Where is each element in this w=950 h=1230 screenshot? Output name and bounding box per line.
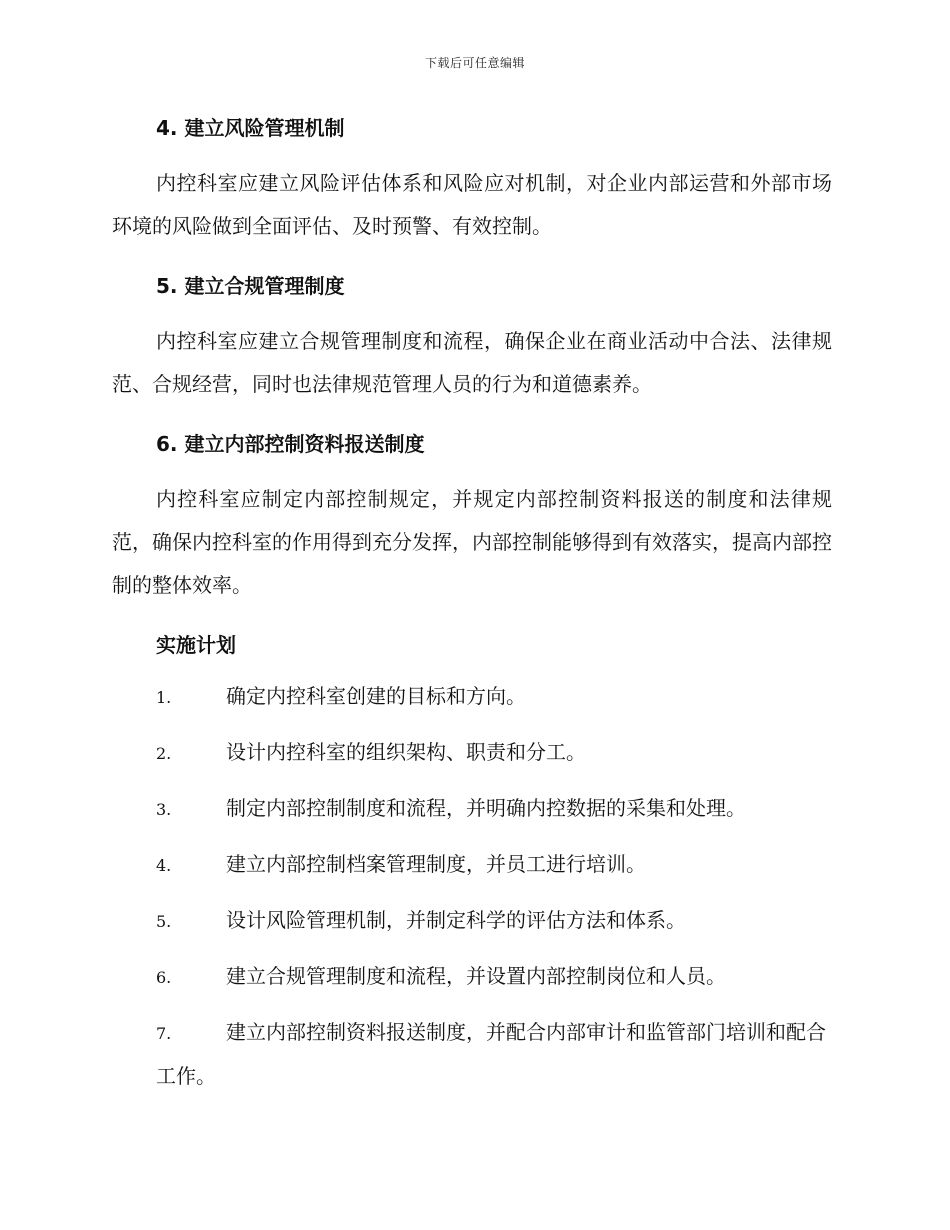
section-heading-4: 4. 建立风险管理机制 <box>156 116 345 140</box>
plan-heading: 实施计划 <box>156 633 236 657</box>
document-body <box>112 106 832 1098</box>
plan-item-text: 确定内控科室创建的目标和方向。 <box>226 684 526 708</box>
plan-item-number: 1. <box>156 688 172 707</box>
plan-item <box>112 843 832 887</box>
plan-item-text: 建立内部控制资料报送制度，并配合内部审计和监管部门培训和配合工作。 <box>156 1020 826 1088</box>
section-paragraph-6: 内控科室应制定内部控制规定，并规定内部控制资料报送的制度和法律规范，确保内控科室的作用得到充分发挥，内部控制能够得到有效落实，提高内部控制的整体效率。 <box>112 487 832 597</box>
page-header: 下载后可任意编辑 <box>424 56 525 70</box>
plan-item <box>112 1011 832 1098</box>
plan-item-text: 建立内部控制档案管理制度，并员工进行培训。 <box>226 852 646 876</box>
plan-item-number: 7. <box>156 1024 172 1043</box>
plan-item-text: 设计风险管理机制，并制定科学的评估方法和体系。 <box>226 908 686 932</box>
section-heading-5: 5. 建立合规管理制度 <box>156 274 345 298</box>
plan-item <box>112 731 832 775</box>
plan-item <box>112 899 832 943</box>
plan-item <box>112 787 832 831</box>
plan-item-text: 制定内部控制制度和流程，并明确内控数据的采集和处理。 <box>226 796 746 820</box>
plan-item-number: 4. <box>156 856 172 875</box>
plan-list <box>112 675 832 1098</box>
plan-item <box>112 675 832 719</box>
plan-item-number: 5. <box>156 912 172 931</box>
section-paragraph-4: 内控科室应建立风险评估体系和风险应对机制，对企业内部运营和外部市场环境的风险做到全面评估、及时预警、有效控制。 <box>112 171 832 238</box>
plan-item-text: 建立合规管理制度和流程，并设置内部控制岗位和人员。 <box>226 964 726 988</box>
section-heading-6: 6. 建立内部控制资料报送制度 <box>156 432 425 456</box>
plan-item-number: 6. <box>156 968 172 987</box>
plan-item <box>112 955 832 999</box>
plan-item-number: 2. <box>156 744 172 763</box>
plan-item-number: 3. <box>156 800 172 819</box>
plan-item-text: 设计内控科室的组织架构、职责和分工。 <box>226 740 586 764</box>
section-paragraph-5: 内控科室应建立合规管理制度和流程，确保企业在商业活动中合法、法律规范、合规经营，同时也法律规范管理人员的行为和道德素养。 <box>112 329 832 396</box>
